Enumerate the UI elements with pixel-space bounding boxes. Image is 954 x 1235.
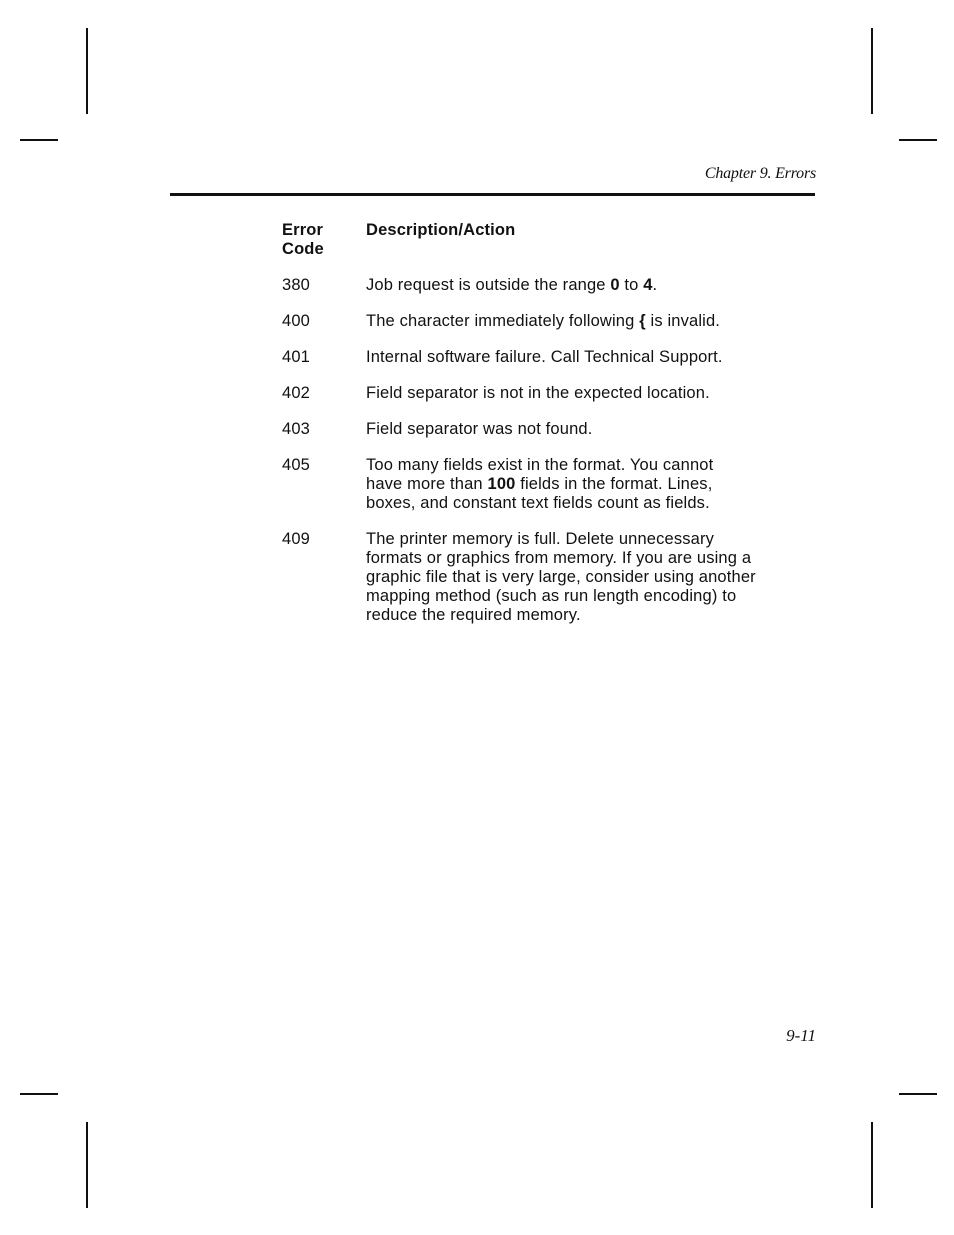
- code-header-line-1: Error: [282, 221, 324, 239]
- running-head-title: Chapter 9. Errors: [704, 165, 816, 182]
- description-line: mapping method (such as run length encoding) to: [366, 587, 737, 605]
- page-number: 9-11: [786, 1026, 816, 1045]
- error-code: 405: [282, 456, 310, 474]
- error-code: 401: [282, 348, 310, 366]
- error-code: 402: [282, 384, 310, 402]
- description-line: boxes, and constant text fields count as fields.: [366, 494, 710, 512]
- error-description: Field separator is not in the expected location.: [366, 384, 710, 402]
- header-rule: [170, 193, 815, 196]
- error-description: [366, 456, 822, 513]
- error-description: The character immediately following { is invalid.: [366, 312, 721, 330]
- error-description: Job request is outside the range 0 to 4.: [366, 276, 658, 294]
- error-code: 409: [282, 530, 310, 548]
- error-code-table: [282, 221, 822, 642]
- description-line: have more than 100 fields in the format. Lines,: [366, 475, 713, 493]
- error-description: Field separator was not found.: [366, 420, 593, 438]
- crop-mark-top-right-horizontal: [899, 139, 937, 141]
- error-description: [366, 530, 822, 625]
- crop-mark-bottom-right-vertical: [871, 1122, 873, 1208]
- table-row: [282, 456, 822, 513]
- error-description: Internal software failure. Call Technical Support.: [366, 348, 723, 366]
- error-code: 380: [282, 276, 310, 294]
- description-line: graphic file that is very large, consider using another: [366, 568, 756, 586]
- code-header-line-2: Code: [282, 240, 324, 258]
- crop-mark-top-right-vertical: [871, 28, 873, 114]
- table-row: [282, 420, 822, 439]
- description-line: formats or graphics from memory. If you are using a: [366, 549, 752, 567]
- crop-mark-bottom-right-horizontal: [899, 1093, 937, 1095]
- code-column-header: [282, 221, 366, 259]
- table-row: [282, 348, 822, 367]
- table-row: [282, 276, 822, 295]
- table-row: [282, 530, 822, 625]
- crop-mark-top-left-vertical: [86, 28, 88, 114]
- crop-mark-bottom-left-horizontal: [20, 1093, 58, 1095]
- crop-mark-bottom-left-vertical: [86, 1122, 88, 1208]
- description-line: The printer memory is full. Delete unnecessary: [366, 530, 715, 548]
- description-line: reduce the required memory.: [366, 606, 581, 624]
- crop-mark-top-left-horizontal: [20, 139, 58, 141]
- table-row: [282, 312, 822, 331]
- description-column-header: Description/Action: [366, 221, 516, 239]
- description-line: Too many fields exist in the format. You cannot: [366, 456, 714, 474]
- error-code: 400: [282, 312, 310, 330]
- table-header-row: [282, 221, 822, 259]
- error-code: 403: [282, 420, 310, 438]
- table-row: [282, 384, 822, 403]
